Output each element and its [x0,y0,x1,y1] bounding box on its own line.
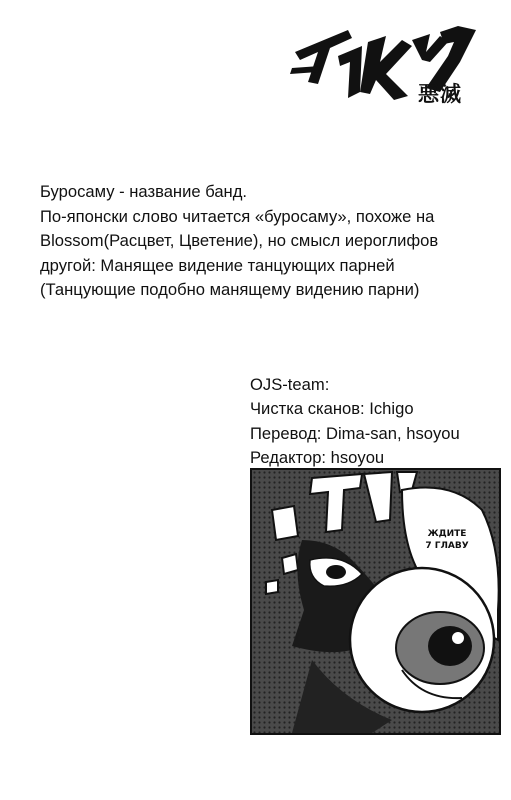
manga-panel [250,468,501,735]
bubble-line: 7 ГЛАВУ [425,541,469,551]
logo-kanji: 悪滅 [418,81,462,106]
translator-notes [40,180,508,303]
manga-panel-illustration [252,470,499,733]
notes-line: (Танцующие подобно манящему видению парни) [40,280,420,299]
notes-line: По-японски слово читается «буросаму», похоже на [40,206,435,226]
credits-editor: Редактор: hsoyou [250,447,385,467]
notes-line: Буросаму - название банд. [40,182,248,201]
credits-block [250,373,505,470]
credits-team: OJS-team: [250,375,330,394]
credits-translation: Перевод: Dima-san, hsoyou [250,423,460,443]
notes-line: другой: Манящее видение танцующих парней [40,255,395,275]
speech-bubble-text [412,528,482,552]
notes-line: Blossom(Расцвет, Цветение), но смысл иероглифов [40,231,439,250]
bubble-line: ЖДИТЕ [427,529,467,539]
credits-cleaning: Чистка сканов: Ichigo [250,399,414,419]
